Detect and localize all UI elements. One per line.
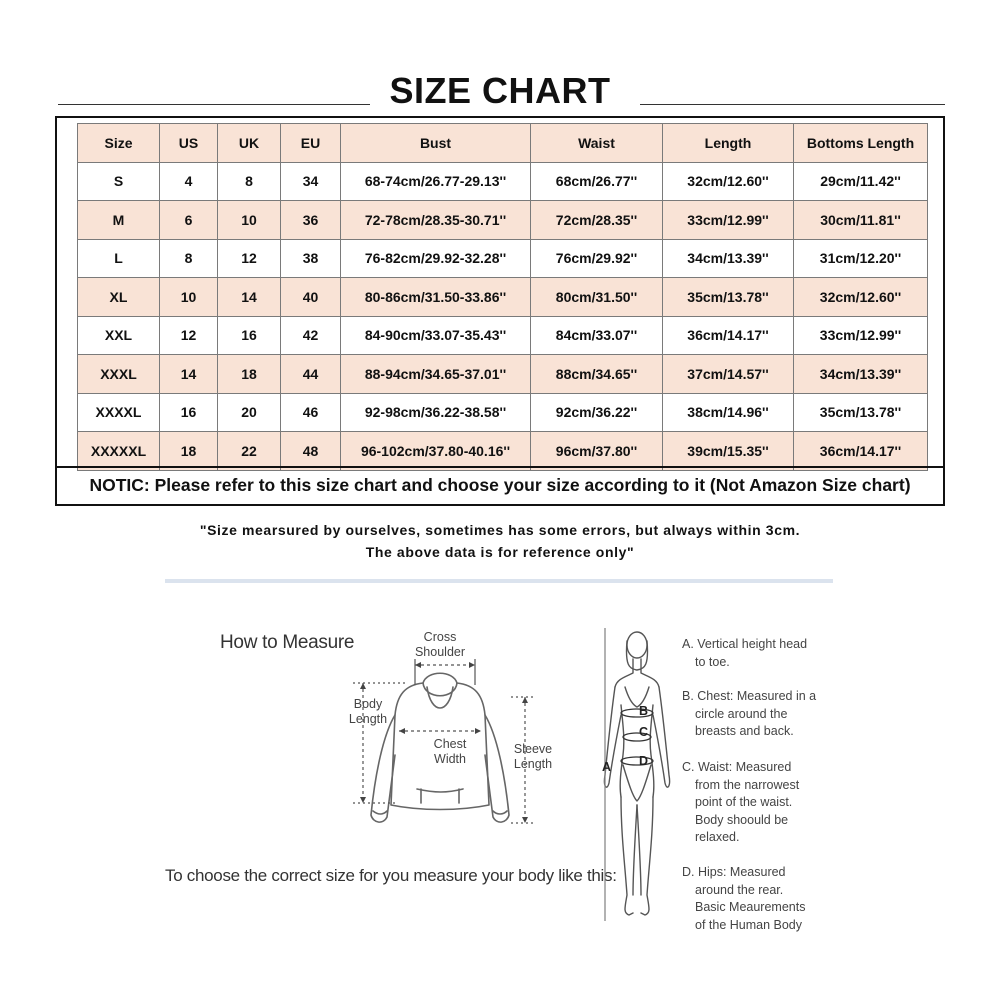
table-row <box>78 201 928 240</box>
table-cell: 16 <box>218 316 281 355</box>
table-cell: S <box>78 162 160 201</box>
table-cell: 20 <box>218 393 281 432</box>
size-table <box>77 123 928 471</box>
table-header-cell: Bottoms Length <box>794 124 928 163</box>
how-to-measure-title: How to Measure <box>220 632 355 653</box>
body-figure-illustration <box>595 625 680 925</box>
table-cell: 35cm/13.78'' <box>663 278 794 317</box>
table-cell: 32cm/12.60'' <box>794 278 928 317</box>
table-cell: 36cm/14.17'' <box>663 316 794 355</box>
cross-shoulder-label: Cross Shoulder <box>414 630 466 659</box>
table-cell: XXXXL <box>78 393 160 432</box>
table-cell: 14 <box>160 355 218 394</box>
table-cell: 88cm/34.65'' <box>531 355 663 394</box>
title-rule-left <box>58 104 370 105</box>
sleeve-length-label: Sleeve Length <box>513 742 553 771</box>
table-cell: 96-102cm/37.80-40.16'' <box>341 432 531 471</box>
choose-size-text: To choose the correct size for you measure your body like this: <box>165 866 617 885</box>
table-cell: XXXXXL <box>78 432 160 471</box>
size-chart-title: SIZE CHART <box>389 70 611 111</box>
table-header-cell: Waist <box>531 124 663 163</box>
body-length-label: Body Length <box>348 697 388 726</box>
table-cell: 76-82cm/29.92-32.28'' <box>341 239 531 278</box>
table-header-cell: Bust <box>341 124 531 163</box>
table-cell: 84cm/33.07'' <box>531 316 663 355</box>
body-letter-b: B <box>639 704 649 718</box>
description-b: B. Chest: Measured in a circle around the breasts and back. <box>682 689 817 738</box>
table-cell: L <box>78 239 160 278</box>
table-cell: 40 <box>281 278 341 317</box>
table-cell: M <box>78 201 160 240</box>
table-cell: 34cm/13.39'' <box>663 239 794 278</box>
table-cell: 33cm/12.99'' <box>794 316 928 355</box>
note-line-2: The above data is for reference only" <box>365 544 635 560</box>
body-letter-d: D <box>639 754 649 768</box>
table-cell: 68-74cm/26.77-29.13'' <box>341 162 531 201</box>
description-c: C. Waist: Measured from the narrowest point of the waist. Body shoould be relaxed. <box>682 760 800 844</box>
table-row <box>78 393 928 432</box>
table-cell: 29cm/11.42'' <box>794 162 928 201</box>
table-cell: 39cm/15.35'' <box>663 432 794 471</box>
title-rule-right <box>640 104 945 105</box>
table-cell: 34cm/13.39'' <box>794 355 928 394</box>
description-d: D. Hips: Measured around the rear. Basic Meaurements of the Human Body <box>682 865 806 932</box>
size-chart-box <box>55 116 945 506</box>
table-cell: 4 <box>160 162 218 201</box>
table-cell: 14 <box>218 278 281 317</box>
table-cell: 33cm/12.99'' <box>663 201 794 240</box>
table-cell: 8 <box>160 239 218 278</box>
body-letter-c: C <box>639 725 649 739</box>
table-header-cell: Size <box>78 124 160 163</box>
table-row <box>78 239 928 278</box>
note-line-1: "Size mearsured by ourselves, sometimes has some errors, but always within 3cm. <box>199 522 801 538</box>
table-header-cell: UK <box>218 124 281 163</box>
table-cell: 96cm/37.80'' <box>531 432 663 471</box>
table-header-cell: Length <box>663 124 794 163</box>
chest-width-label: Chest Width <box>433 737 467 766</box>
table-cell: 12 <box>218 239 281 278</box>
table-cell: 32cm/12.60'' <box>663 162 794 201</box>
table-cell: 22 <box>218 432 281 471</box>
table-cell: 31cm/12.20'' <box>794 239 928 278</box>
description-a: A. Vertical height head to toe. <box>682 637 808 669</box>
table-cell: 72-78cm/28.35-30.71'' <box>341 201 531 240</box>
table-row <box>78 355 928 394</box>
table-row <box>78 316 928 355</box>
table-cell: 36 <box>281 201 341 240</box>
table-cell: 80cm/31.50'' <box>531 278 663 317</box>
table-cell: 38 <box>281 239 341 278</box>
table-cell: XL <box>78 278 160 317</box>
notic-text: NOTIC: Please refer to this size chart and choose your size according to it (Not Amazon Size chart) <box>57 466 943 502</box>
table-row <box>78 162 928 201</box>
table-cell: 88-94cm/34.65-37.01'' <box>341 355 531 394</box>
table-cell: 18 <box>160 432 218 471</box>
table-cell: 84-90cm/33.07-35.43'' <box>341 316 531 355</box>
table-cell: 10 <box>160 278 218 317</box>
table-cell: 38cm/14.96'' <box>663 393 794 432</box>
table-cell: 44 <box>281 355 341 394</box>
table-cell: 36cm/14.17'' <box>794 432 928 471</box>
table-cell: 10 <box>218 201 281 240</box>
separator <box>165 579 833 583</box>
table-row <box>78 432 928 471</box>
table-cell: 46 <box>281 393 341 432</box>
table-cell: 34 <box>281 162 341 201</box>
table-cell: 6 <box>160 201 218 240</box>
table-cell: 76cm/29.92'' <box>531 239 663 278</box>
table-cell: 16 <box>160 393 218 432</box>
table-cell: 30cm/11.81'' <box>794 201 928 240</box>
table-header-row <box>78 124 928 163</box>
table-cell: 42 <box>281 316 341 355</box>
table-cell: 12 <box>160 316 218 355</box>
table-cell: 80-86cm/31.50-33.86'' <box>341 278 531 317</box>
table-cell: 37cm/14.57'' <box>663 355 794 394</box>
table-cell: 92-98cm/36.22-38.58'' <box>341 393 531 432</box>
table-cell: 8 <box>218 162 281 201</box>
table-header-cell: US <box>160 124 218 163</box>
table-cell: 35cm/13.78'' <box>794 393 928 432</box>
table-cell: XXL <box>78 316 160 355</box>
table-row <box>78 278 928 317</box>
table-cell: XXXL <box>78 355 160 394</box>
table-header-cell: EU <box>281 124 341 163</box>
table-cell: 68cm/26.77'' <box>531 162 663 201</box>
table-cell: 92cm/36.22'' <box>531 393 663 432</box>
body-letter-a: A <box>602 760 612 774</box>
table-cell: 72cm/28.35'' <box>531 201 663 240</box>
table-cell: 48 <box>281 432 341 471</box>
table-cell: 18 <box>218 355 281 394</box>
